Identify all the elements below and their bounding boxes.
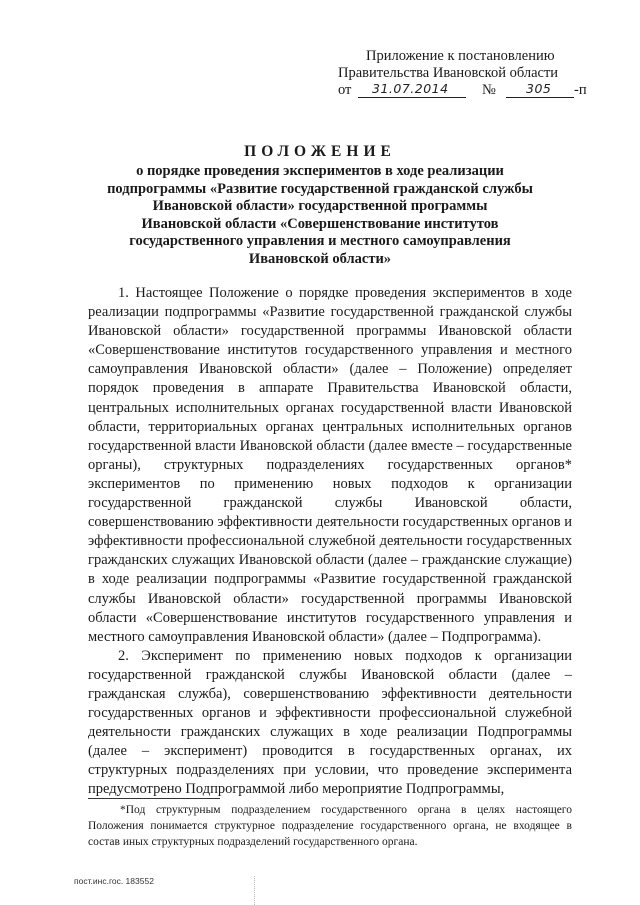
subtitle-line: Ивановской области» государственной программы	[152, 198, 488, 214]
paragraph-2: 2. Эксперимент по применению новых подходов к организации государственной гражданской службы Ивановской области (далее – гражданская служба), совершенствованию эффективности деятельности государственных органов и эффективности профессиональной служебной деятельности гражданских служащих в ходе реализации Подпрограммы (далее – эксперимент) проводится в государственных органах, их структурных подразделениях при условии, что проведение эксперимента предусмотрено Подпрограммой либо мероприятие Подпрограммы,	[88, 647, 572, 798]
subtitle-line: подпрограммы «Развитие государственной гражданской службы	[107, 180, 533, 197]
paragraph-1: 1. Настоящее Положение о порядке проведения экспериментов в ходе реализации подпрограммы «Развитие государственной гражданской службы Ивановской области» государственной программы Ивановской области «Совершенствование институтов государственного управления и местного самоуправления Ивановской области» (далее – Положение) определяет порядок проведения в аппарате Правительства Ивановской области, центральных исполнительных органах государственной власти Ивановской области, территориальных органах центральных исполнительных органов государственной власти Ивановской области (далее вместе – государственные органы), структурных подразделениях государственных органов* экспериментов по применению новых подходов к организации государственной гражданской службы Ивановской области, совершенствованию эффективности деятельности государственных органов и эффективности профессиональной служебной деятельности государственных гражданских служащих Ивановской области (далее – гражданские служащие) в ходе реализации подпрограммы «Развитие государственной гражданской службы Ивановской области» государственной программы Ивановской области «Совершенствование институтов государственного управления и местного самоуправления Ивановской области» (далее – Подпрограмма).	[88, 285, 572, 645]
header-date-number-line	[330, 82, 590, 100]
document-title: ПОЛОЖЕНИЕ	[244, 143, 396, 160]
footnote-text: *Под структурным подразделением государственного органа в целях настоящего Положения понимается структурное подразделение государственного органа, не входящее в состав иных структурных подразделений государственного органа.	[88, 804, 572, 848]
date-prefix: от	[338, 82, 352, 98]
footnote	[88, 802, 572, 850]
subtitle-line: государственного управления и местного самоуправления	[129, 233, 511, 249]
number-sign: №	[482, 82, 496, 98]
number-underline	[506, 97, 574, 98]
document-body	[88, 284, 572, 800]
handwritten-date: 31.07.2014	[372, 81, 449, 96]
document-subtitle	[80, 163, 560, 268]
header-line-2: Правительства Ивановской области	[338, 65, 559, 81]
footnote-separator	[88, 798, 220, 799]
registry-stamp: пост.инс.гос. 183552	[74, 876, 154, 886]
date-underline	[358, 97, 466, 98]
subtitle-line: Ивановской области»	[248, 250, 392, 267]
number-suffix: -п	[574, 82, 587, 98]
approval-header	[330, 48, 590, 100]
subtitle-line: Ивановской области «Совершенствование институтов	[141, 215, 499, 232]
subtitle-line: о порядке проведения экспериментов в ходе реализации	[136, 163, 504, 179]
header-line-1: Приложение к постановлению	[366, 48, 555, 64]
binding-mark	[254, 876, 255, 905]
handwritten-number: 305	[526, 81, 552, 96]
